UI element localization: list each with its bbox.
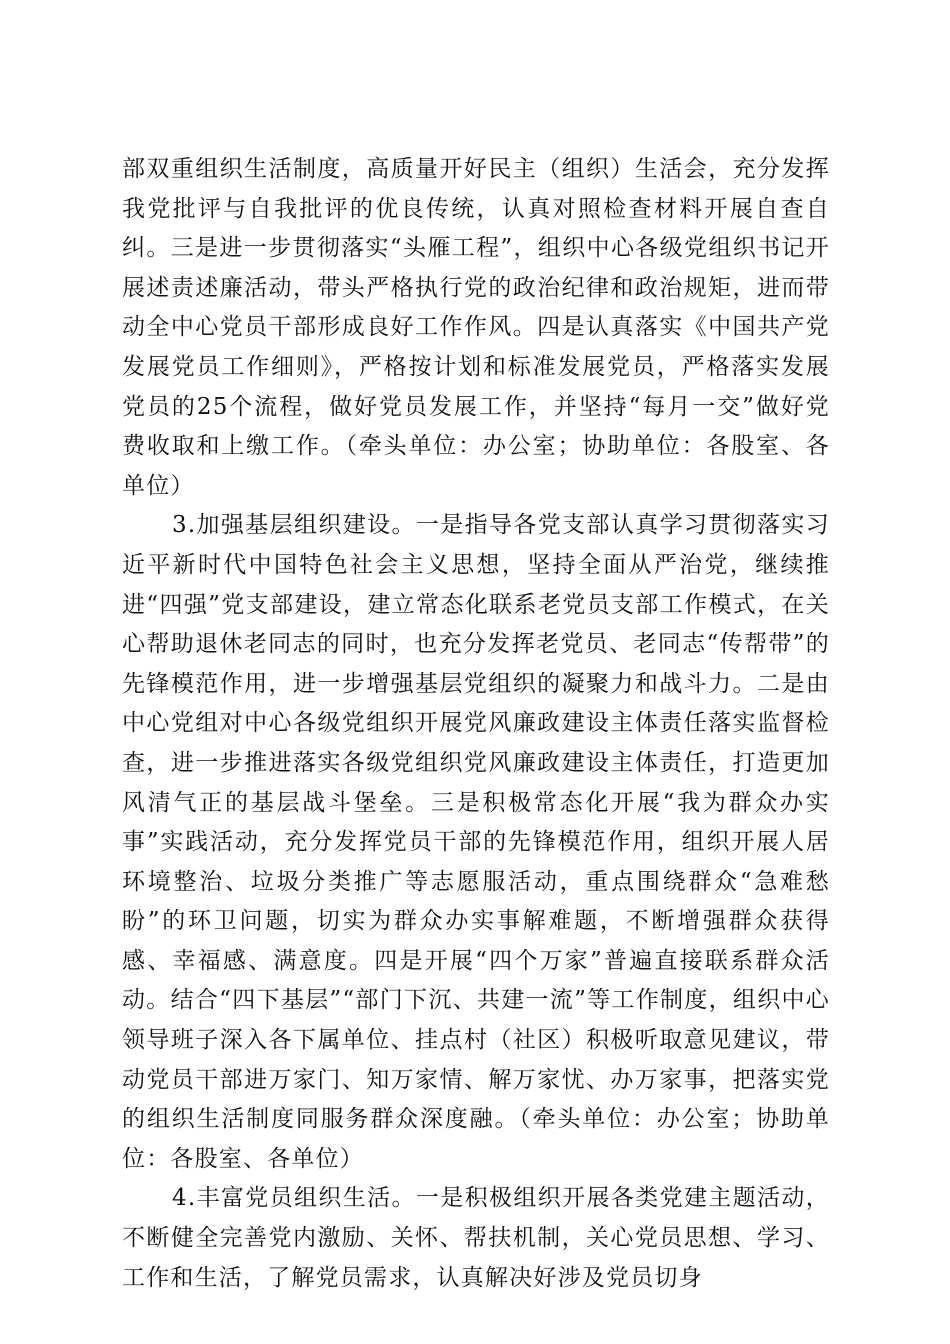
document-body xyxy=(122,150,830,1298)
paragraph-party-life-system: 部双重组织生活制度，高质量开好民主（组织）生活会，充分发挥我党批评与自我批评的优良传统，认真对照检查材料开展自查自纠。三是进一步贯彻落实“头雁工程”，组织中心各级党组织书记开展述责述廉活动，带头严格执行党的政治纪律和政治规矩，进而带动全中心党员干部形成良好工作作风。四是认真落实《中国共产党发展党员工作细则》，严格按计划和标准发展党员，严格落实发展党员的25个流程，做好党员发展工作，并坚持“每月一交”做好党费收取和上缴工作。（牵头单位：办公室；协助单位：各股室、各单位） xyxy=(122,156,830,499)
paragraph-grassroots-organization: 3.加强基层组织建设。一是指导各党支部认真学习贯彻落实习近平新时代中国特色社会主义思想，坚持全面从严治党，继续推进“四强”党支部建设，建立常态化联系老党员支部工作模式，在关心帮助退休老同志的同时，也充分发挥老党员、老同志“传帮带”的先锋模范作用，进一步增强基层党组织的凝聚力和战斗力。二是由中心党组对中心各级党组织开展党风廉政建设主体责任落实监督检查，进一步推进落实各级党组织党风廉政建设主体责任，打造更加风清气正的基层战斗堡垒。三是积极常态化开展“我为群众办实事”实践活动，充分发挥党员干部的先锋模范作用，组织开展人居环境整治、垃圾分类推广等志愿服活动，重点围绕群众“急难愁盼”的环卫问题，切实为群众办实事解难题，不断增强群众获得感、幸福感、满意度。四是开展“四个万家”普遍直接联系群众活动。结合“四下基层”“部门下沉、共建一流”等工作制度，组织中心领导班子深入各下属单位、挂点村（社区）积极听取意见建议，带动党员干部进万家门、知万家情、解万家忧、办万家事，把落实党的组织生活制度同服务群众深度融。（牵头单位：办公室；协助单位：各股室、各单位） xyxy=(122,512,830,1172)
paragraph-party-member-life: 4.丰富党员组织生活。一是积极组织开展各类党建主题活动，不断健全完善党内激励、关怀、帮扶机制，关心党员思想、学习、工作和生活，了解党员需求，认真解决好涉及党员切身 xyxy=(122,1185,830,1291)
